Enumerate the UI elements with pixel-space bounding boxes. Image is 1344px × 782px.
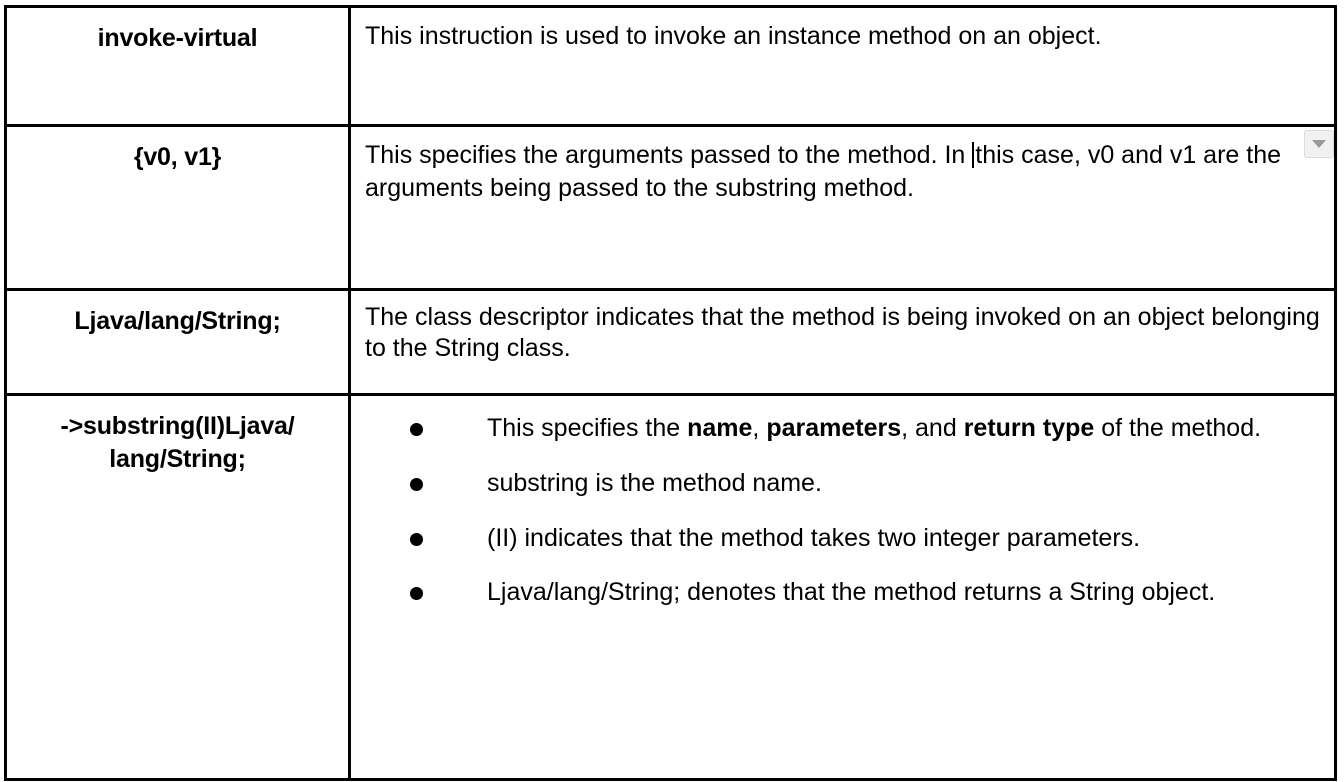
method-signature-bullet-list: [365, 412, 1322, 610]
description-text-after-caret: this case, v0 and v1 are the arguments being passed to the substring method.: [365, 141, 1282, 203]
table-row: [6, 290, 1336, 395]
list-item-text: substring is the method name.: [487, 468, 822, 497]
description-cell-invoke-virtual: This instruction is used to invoke an instance method on an object.: [350, 7, 1336, 126]
list-item: [365, 522, 1322, 556]
term-cell-method-signature: ->substring(II)Ljava/ lang/String;: [6, 395, 350, 780]
description-cell-class-descriptor: The class descriptor indicates that the method is being invoked on an object belonging to the String class.: [350, 290, 1336, 395]
term-cell-registers: {v0, v1}: [6, 126, 350, 290]
list-item: [365, 412, 1322, 446]
list-item-text: , and: [901, 414, 964, 442]
instruction-breakdown-table: [4, 5, 1337, 781]
term-cell-invoke-virtual: invoke-virtual: [6, 7, 350, 126]
term-cell-class-descriptor: Ljava/lang/String;: [6, 290, 350, 395]
description-text-before-caret: This specifies the arguments passed to the method. In: [365, 141, 973, 169]
list-item: [365, 576, 1322, 610]
scroll-down-button[interactable]: [1304, 130, 1334, 158]
table-row: [6, 7, 1336, 126]
list-item-text: ,: [752, 414, 767, 442]
description-cell-method-signature: [350, 395, 1336, 780]
description-cell-registers: [350, 126, 1336, 290]
list-item: [365, 467, 1322, 501]
bullet-icon: [410, 587, 423, 600]
table-row: [6, 126, 1336, 290]
emphasis-text: name: [687, 414, 753, 442]
bullet-icon: [410, 423, 423, 436]
list-item-text: of the method.: [1094, 414, 1262, 442]
list-item-text: Ljava/lang/String; denotes that the method returns a String object.: [487, 578, 1216, 607]
emphasis-text: parameters: [766, 414, 902, 442]
chevron-down-icon: [1312, 140, 1326, 148]
bullet-icon: [410, 478, 423, 491]
list-item-text: This specifies the: [487, 414, 688, 442]
table-row: [6, 395, 1336, 780]
text-caret: [972, 142, 974, 168]
emphasis-text: return type: [963, 414, 1095, 442]
bullet-icon: [410, 533, 423, 546]
list-item-text: (II) indicates that the method takes two integer parameters.: [487, 523, 1141, 552]
